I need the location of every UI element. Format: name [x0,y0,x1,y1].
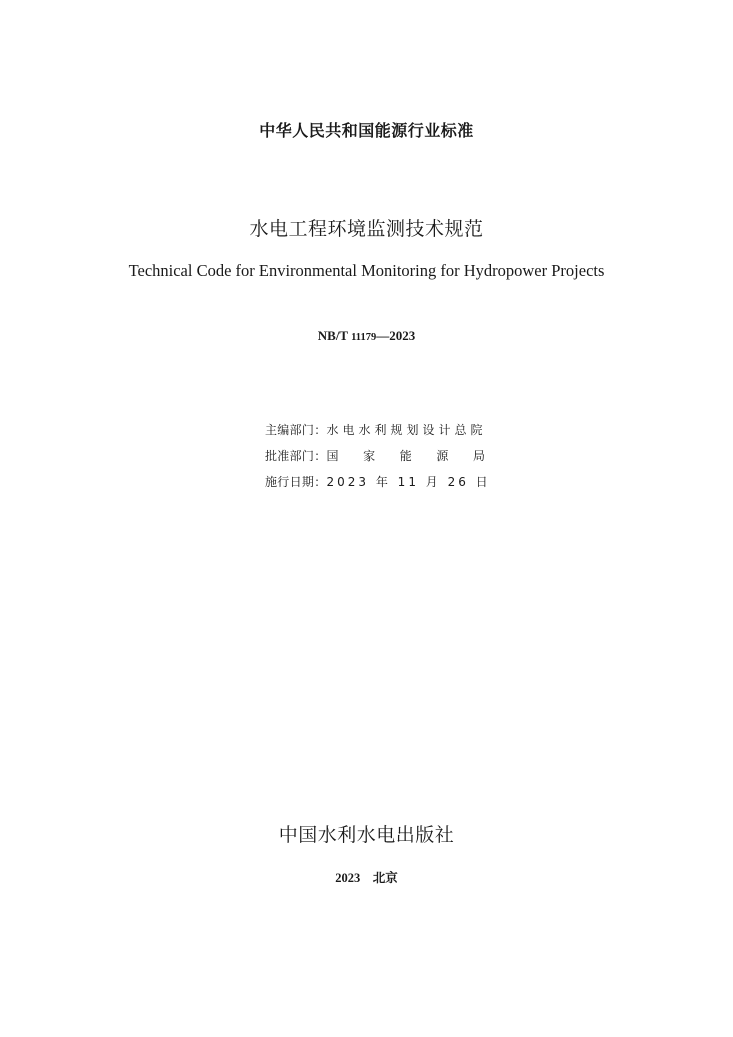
title-chinese: 水电工程环境监测技术规范 [249,218,484,240]
standard-number [0,328,733,344]
approver-char: 家 [363,448,376,463]
publisher-name: 中国水利水电出版社 [278,824,455,846]
approver-char: 能 [399,448,412,463]
publication-year-place: 2023 北京 [335,871,398,885]
standard-year: —2023 [376,328,416,343]
publication-info [265,416,505,494]
approver-char: 国 [326,448,339,463]
date-value: 2023 年 11 月 26 日 [326,474,491,489]
editor-row [265,416,505,442]
editor-value: 水电水利规划设计总院 [326,422,487,437]
date-label: 施行日期： [265,474,327,489]
standard-category: 中华人民共和国能源行业标准 [259,121,474,140]
editor-label: 主编部门： [265,422,327,437]
approver-char: 局 [472,448,485,463]
title-english: Technical Code for Environmental Monitoring for Hydropower Projects [128,261,605,280]
approver-value [327,447,505,464]
standard-code: 11179 [351,332,377,343]
approver-row [265,442,505,468]
date-row [265,468,505,494]
approver-char: 源 [436,448,449,463]
standard-prefix: NB/T [317,328,352,343]
approver-label: 批准部门： [265,448,327,463]
